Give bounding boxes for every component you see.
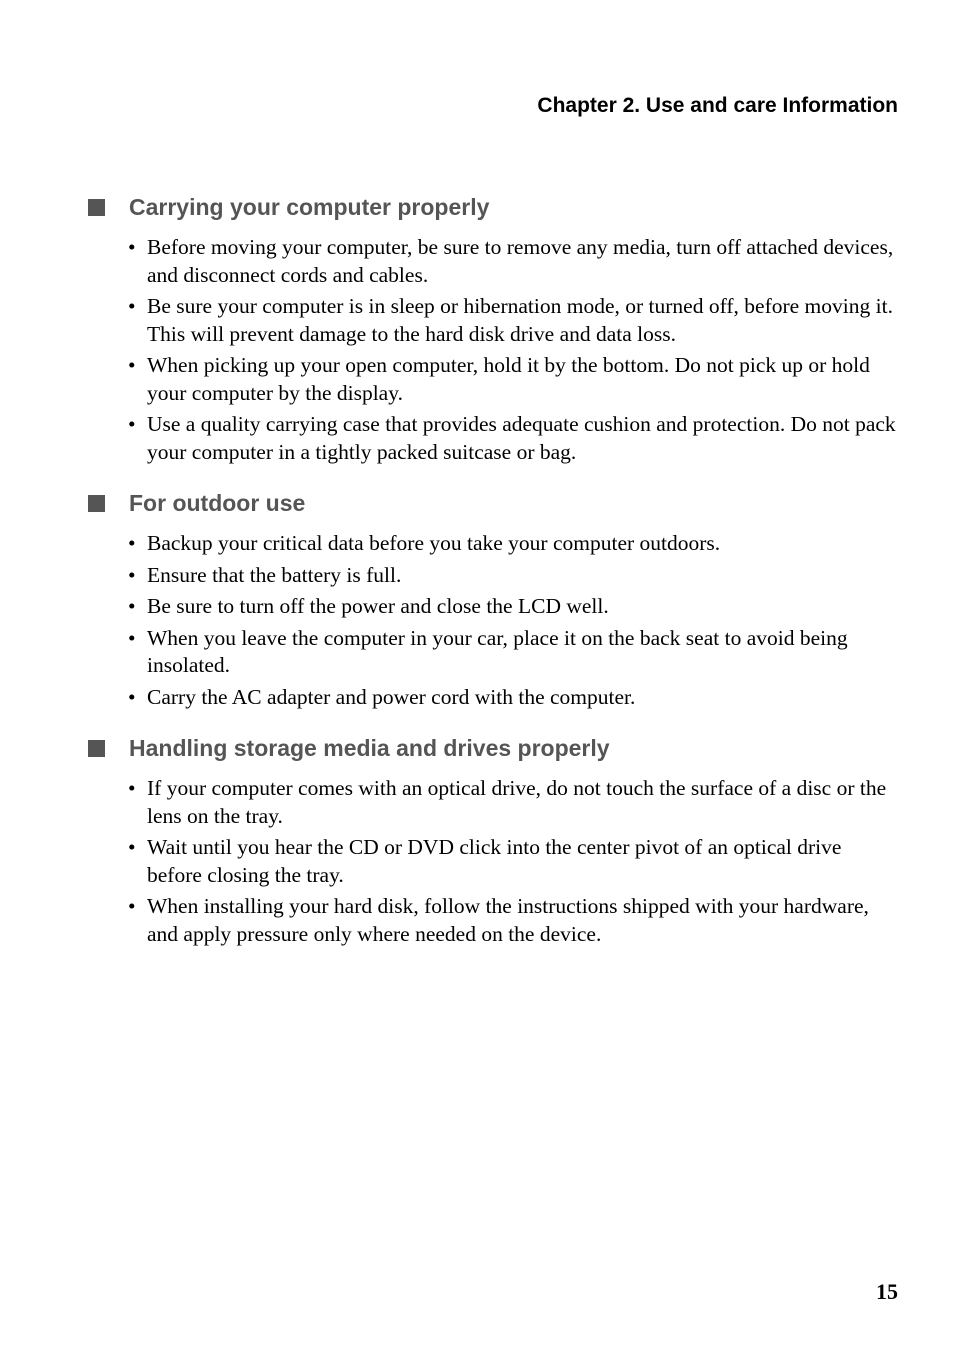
section-carrying [86,190,898,466]
bullet-mark: • [128,531,136,555]
bullet-list [86,234,898,466]
square-bullet-icon [88,740,105,757]
list-item-text: Use a quality carrying case that provides adequate cushion and protection. Do not pack your computer in a tightly packed suitcase or bag. [147,412,896,464]
bullet-mark: • [128,684,136,709]
bullet-mark: • [128,353,136,377]
bullet-mark: • [128,776,136,800]
section-storage-media [86,731,898,948]
list-item-text: Be sure your computer is in sleep or hibernation mode, or turned off, before moving it. This will prevent damage to the hard disk drive and data loss. [147,294,893,346]
page-content [86,190,898,968]
list-item-text: Before moving your computer, be sure to remove any media, turn off attached devices, and disconnect cords and cables. [147,235,894,287]
section-title: Carrying your computer properly [129,193,490,220]
list-item-text: Be sure to turn off the power and close the LCD well. [147,594,609,618]
section-heading [86,731,898,765]
section-heading [86,190,898,224]
chapter-header: Chapter 2. Use and care Information [537,94,898,117]
page-number: 15 [876,1279,898,1304]
list-item [128,234,898,289]
list-item-text: Backup your critical data before you take your computer outdoors. [147,531,721,555]
list-item [128,625,898,680]
bullet-mark: • [128,594,136,618]
section-outdoor [86,486,898,711]
list-item-text: If your computer comes with an optical drive, do not touch the surface of a disc or the lens on the tray. [147,776,887,828]
list-item [128,684,898,712]
section-heading [86,486,898,520]
section-title: For outdoor use [129,489,306,516]
list-item-text: When installing your hard disk, follow the instructions shipped with your hardware, and apply pressure only where needed on the device. [147,894,869,946]
bullet-mark: • [128,235,136,259]
bullet-mark: • [128,294,136,318]
list-item [128,593,898,621]
list-item [128,293,898,348]
bullet-mark: • [128,894,136,918]
list-item [128,834,898,889]
list-item-text: Wait until you hear the CD or DVD click into the center pivot of an optical drive before closing the tray. [147,835,842,887]
list-item [128,562,898,590]
bullet-mark: • [128,562,136,587]
list-item-text: Carry the AC adapter and power cord with the computer. [147,684,636,709]
section-title: Handling storage media and drives properly [129,734,610,761]
bullet-list [86,530,898,711]
list-item [128,411,898,466]
bullet-list [86,775,898,948]
square-bullet-icon [88,199,105,216]
list-item-text: When picking up your open computer, hold it by the bottom. Do not pick up or hold your computer by the display. [147,353,870,405]
list-item-text: When you leave the computer in your car, place it on the back seat to avoid being insolated. [147,625,848,677]
list-item-text: Ensure that the battery is full. [147,562,402,587]
square-bullet-icon [88,495,105,512]
bullet-mark: • [128,625,136,650]
list-item [128,775,898,830]
bullet-mark: • [128,835,136,859]
list-item [128,530,898,558]
list-item [128,893,898,948]
list-item [128,352,898,407]
bullet-mark: • [128,412,136,436]
